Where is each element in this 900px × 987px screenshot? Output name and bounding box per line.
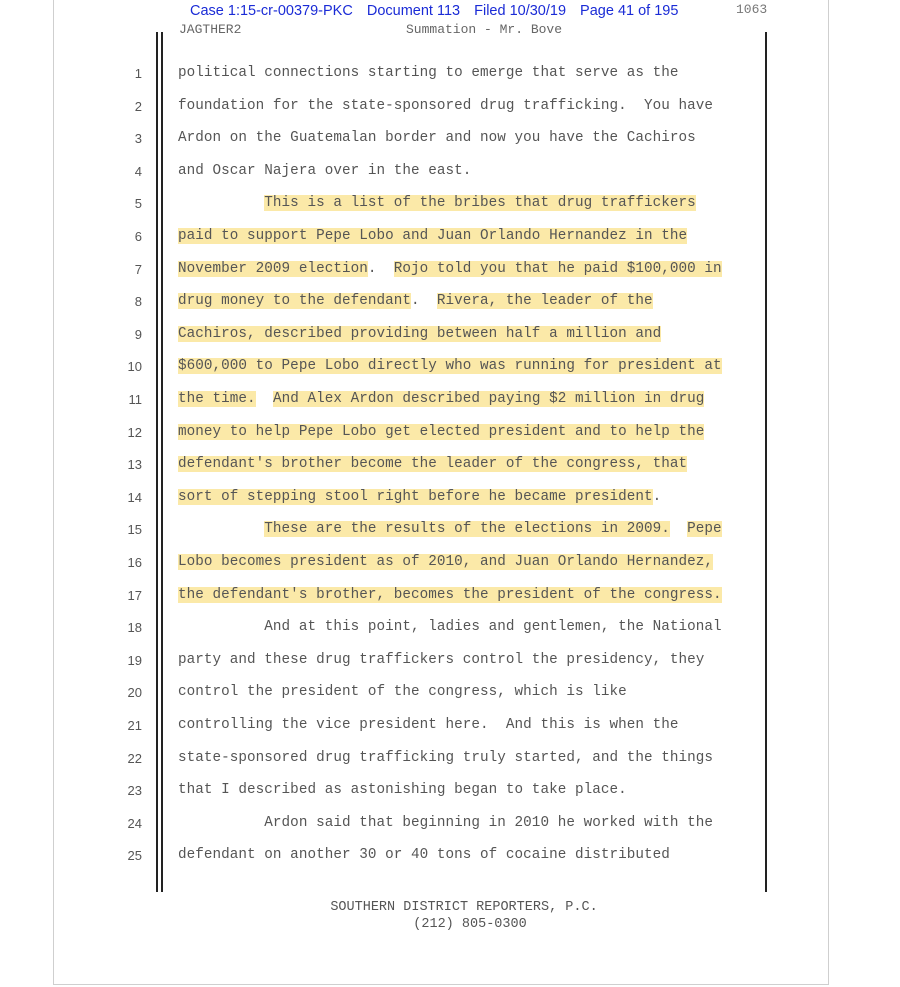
text-segment: Ardon said that beginning in 2010 he worked with the (178, 814, 714, 831)
line-text (178, 521, 722, 537)
text-segment: Ardon on the Guatemalan border and now you have the Cachiros (178, 130, 696, 147)
line-text (178, 750, 713, 766)
transcript-line (0, 123, 900, 156)
text-segment: political connections starting to emerge that serve as the (178, 65, 679, 81)
line-number: 15 (127, 522, 142, 538)
line-number: 3 (134, 131, 142, 147)
highlighted-text: Rivera, the leader of the (436, 293, 653, 310)
document-number: Document 113 (366, 3, 461, 19)
line-text (178, 98, 713, 114)
highlighted-text: drug money to the defendant (178, 293, 411, 310)
transcript-line (0, 547, 900, 580)
transcript-line (0, 221, 900, 254)
reporter-code: JAGTHER2 (179, 22, 242, 37)
line-number: 5 (134, 196, 142, 212)
line-text (178, 652, 704, 668)
highlighted-text: the defendant's brother, becomes the president of the congress. (178, 586, 722, 603)
text-segment: And at this point, ladies and gentlemen, the National (178, 619, 722, 636)
line-number: 8 (134, 294, 142, 310)
text-segment: defendant on another 30 or 40 tons of cocaine distributed (178, 847, 670, 864)
highlighted-text: And Alex Ardon described paying $2 million in drug (272, 391, 705, 407)
highlighted-text: sort of stepping stool right before he became president (178, 488, 653, 505)
text-segment: and Oscar Najera over in the east. (178, 162, 472, 179)
text-segment: . (652, 488, 662, 505)
line-number: 12 (127, 424, 142, 440)
line-number: 25 (127, 848, 142, 864)
line-text (178, 326, 661, 342)
transcript-line (0, 58, 900, 91)
line-text (178, 815, 713, 831)
line-number: 21 (127, 718, 142, 733)
highlighted-text: Lobo becomes president as of 2010, and Juan Orlando Hernandez, (178, 554, 714, 570)
line-number: 13 (127, 457, 142, 473)
line-text (178, 782, 627, 798)
line-text (178, 261, 722, 277)
line-text (178, 130, 696, 146)
transcript-line (0, 612, 900, 645)
transcript-line (0, 417, 900, 450)
line-text (178, 554, 713, 570)
highlighted-text: defendant's brother become the leader of the congress, that (178, 456, 688, 473)
line-text (178, 65, 679, 81)
line-text (178, 847, 670, 863)
line-text (178, 456, 687, 472)
text-segment: . (367, 260, 394, 277)
highlighted-text: $600,000 to Pepe Lobo directly who was running for president at (178, 358, 722, 375)
transcript-line (0, 384, 900, 417)
transcript-line (0, 743, 900, 776)
line-number: 17 (127, 587, 142, 603)
highlighted-text: These are the results of the elections in 2009. (264, 521, 670, 538)
line-number: 9 (134, 326, 142, 342)
line-number: 18 (127, 620, 142, 636)
transcript-line (0, 645, 900, 678)
text-segment (178, 521, 264, 537)
highlighted-text: Pepe (687, 521, 722, 538)
case-number: Case 1:15-cr-00379-PKC (190, 3, 353, 19)
line-text (178, 293, 653, 309)
line-number: 14 (127, 489, 142, 505)
transcript-line (0, 91, 900, 124)
highlighted-text: paid to support Pepe Lobo and Juan Orlando Hernandez in the (178, 228, 688, 244)
transcript-line (0, 677, 900, 710)
highlighted-text: Cachiros, described providing between half a million and (178, 325, 662, 342)
ecf-header-stamp (190, 3, 688, 19)
text-segment: foundation for the state-sponsored drug trafficking. You have (178, 97, 714, 114)
transcript-line (0, 808, 900, 841)
transcript-line (0, 254, 900, 287)
transcript-line (0, 286, 900, 319)
text-segment: controlling the vice president here. And this is when the (178, 717, 679, 733)
transcript-line (0, 580, 900, 613)
line-text (178, 587, 722, 603)
line-number: 23 (127, 783, 142, 799)
filed-date: Filed 10/30/19 (474, 3, 567, 19)
footer-reporter: SOUTHERN DISTRICT REPORTERS, P.C. (330, 900, 598, 915)
highlighted-text: money to help Pepe Lobo get elected president and to help the (178, 423, 705, 440)
transcript-line (0, 775, 900, 808)
transcript-line (0, 449, 900, 482)
line-text (178, 391, 704, 407)
line-text (178, 358, 722, 374)
line-number: 7 (134, 261, 142, 277)
line-number: 2 (134, 98, 142, 114)
transcript-line (0, 514, 900, 547)
line-text (178, 489, 661, 505)
transcript-line (0, 482, 900, 515)
transcript-page-number: 1063 (736, 2, 768, 17)
line-number: 16 (127, 555, 142, 570)
text-segment: party and these drug traffickers control the presidency, they (178, 651, 705, 668)
transcript-line (0, 351, 900, 384)
highlighted-text: November 2009 election (178, 260, 368, 277)
transcript-line (0, 319, 900, 352)
highlighted-text: the time. (178, 391, 256, 407)
transcript-line (0, 188, 900, 221)
section-title: Summation - Mr. Bove (406, 22, 563, 37)
line-text (178, 228, 687, 244)
page-of-total: Page 41 of 195 (580, 3, 679, 19)
line-number: 11 (128, 392, 142, 407)
line-number: 1 (134, 66, 142, 81)
highlighted-text: Rojo told you that he paid $100,000 in (393, 260, 722, 277)
footer-phone: (212) 805-0300 (413, 917, 527, 932)
line-number: 4 (134, 163, 142, 179)
line-number: 6 (134, 229, 142, 244)
line-text (178, 717, 679, 733)
line-text (178, 195, 696, 211)
text-segment (670, 521, 687, 537)
line-text (178, 424, 704, 440)
line-number: 22 (127, 750, 142, 766)
transcript-line (0, 710, 900, 743)
text-segment: control the president of the congress, which is like (178, 684, 627, 701)
transcript-line (0, 840, 900, 873)
text-segment (178, 195, 264, 211)
transcript-line (0, 156, 900, 189)
text-segment: . (411, 293, 437, 310)
line-text (178, 684, 627, 700)
line-number: 24 (127, 815, 142, 831)
line-number: 19 (127, 652, 142, 668)
line-text (178, 163, 471, 179)
line-number: 20 (127, 685, 142, 701)
line-number: 10 (127, 359, 142, 375)
highlighted-text: This is a list of the bribes that drug traffickers (264, 195, 696, 212)
line-text (178, 619, 722, 635)
text-segment (256, 391, 273, 407)
text-segment: that I described as astonishing began to take place. (178, 782, 627, 799)
text-segment: state-sponsored drug trafficking truly started, and the things (178, 749, 714, 766)
